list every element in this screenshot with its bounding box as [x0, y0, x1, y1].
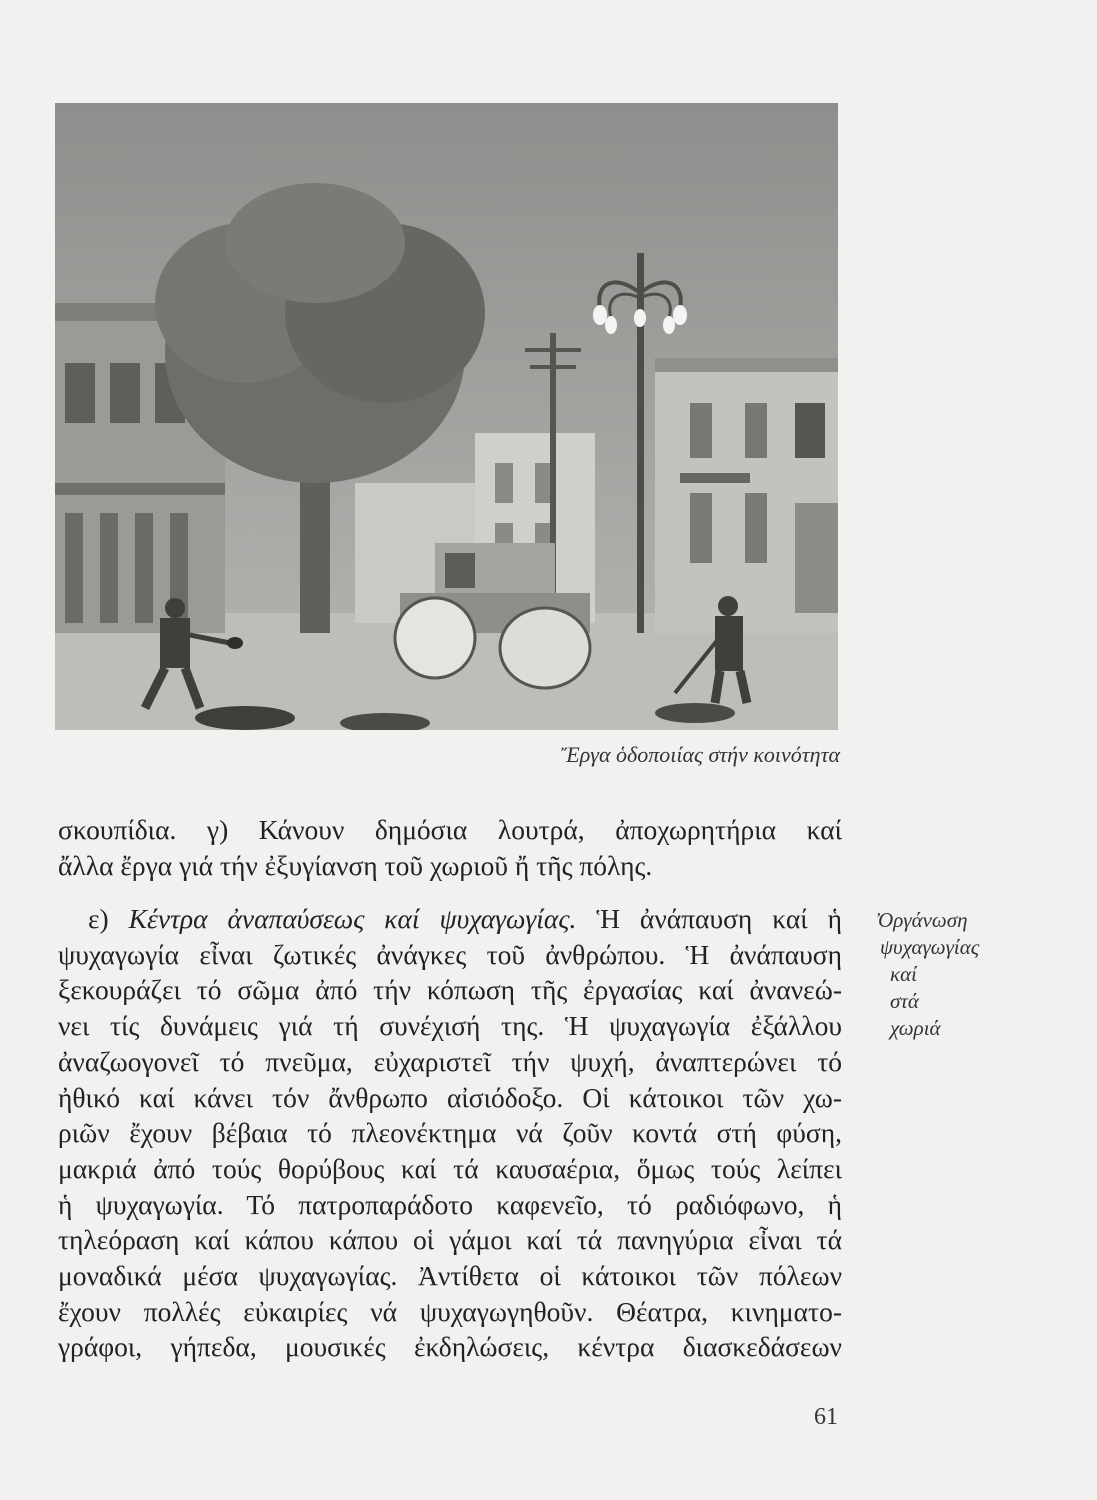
text-line: ξεκουράζει τό σῶμα ἀπό τήν κόπωση τῆς ἐργασίας καί ἀνανεώ-	[58, 974, 842, 1006]
text-fragment: Ἡ ἀνάπαυση καί ἡ	[576, 903, 842, 934]
paragraph-recreation	[58, 901, 842, 1365]
margin-note	[876, 907, 1056, 1042]
text-line: ἔχουν πολλές εὐκαιρίες νά ψυχαγωγηθοῦν. Θέατρα, κινηματο-	[58, 1295, 842, 1327]
text-line: ψυχαγωγία εἶναι ζωτικές ἀνάγκες τοῦ ἀνθρώπου. Ἡ ἀνάπαυση	[58, 938, 842, 970]
text-line: ἠθικό καί κάνει τόν ἄνθρωπο αἰσιόδοξο. Οἱ κάτοικοι τῶν χω-	[58, 1081, 842, 1113]
text-line-first	[58, 901, 842, 937]
margin-note-line: Ὀργάνωση	[876, 908, 968, 932]
text-line: ἀναζωογονεῖ τό πνεῦμα, εὐχαριστεῖ τήν ψυχή, ἀναπτερώνει τό	[58, 1045, 842, 1077]
text-line: τηλεόραση καί κάπου κάπου οἱ γάμοι καί τά πανηγύρια εἶναι τά	[58, 1224, 842, 1256]
text-line: μακριά ἀπό τούς θορύβους καί τά καυσαέρια, ὅμως τούς λείπει	[58, 1152, 842, 1184]
margin-note-line: στά	[890, 989, 919, 1013]
text-line: γράφοι, γήπεδα, μουσικές ἐκδηλώσεις, κέντρα διασκεδάσεων	[58, 1331, 842, 1363]
street-roadworks-illustration-icon	[55, 103, 838, 730]
text-line: ἡ ψυχαγωγία. Τό πατροπαράδοτο καφενεῖο, τό ραδιόφωνο, ἡ	[58, 1188, 842, 1220]
text-line: σκουπίδια. γ) Κάνουν δημόσια λουτρά, ἀποχωρητήρια καί	[58, 814, 842, 845]
text-line: ἄλλα ἔργα γιά τήν ἐξυγίανση τοῦ χωριοῦ ἤ τῆς πόλης.	[58, 849, 653, 881]
roadworks-illustration	[55, 103, 838, 730]
text-line: νει τίς δυνάμεις γιά τή συνέχισή της. Ἡ ψυχαγωγία ἐξάλλου	[58, 1010, 842, 1042]
illustration-caption: Ἔργα ὁδοποιίας στήν κοινότητα	[560, 742, 840, 767]
text-line: ριῶν ἔχουν βέβαια τό πλεονέκτημα νά ζοῦν κοντά στή φύση,	[58, 1117, 842, 1149]
list-marker: ε)	[88, 903, 129, 934]
margin-note-line: ψυχαγωγίας	[880, 935, 980, 959]
section-heading: Κέντρα ἀναπαύσεως καί ψυχαγωγίας.	[128, 903, 577, 934]
text-line: μοναδικά μέσα ψυχαγωγίας. Ἀντίθετα οἱ κάτοικοι τῶν πόλεων	[58, 1260, 842, 1292]
page-number: 61	[814, 1404, 838, 1430]
margin-note-line: καί	[890, 962, 917, 986]
paragraph-sanitation	[58, 812, 842, 883]
margin-note-line: χωριά	[890, 1016, 941, 1040]
